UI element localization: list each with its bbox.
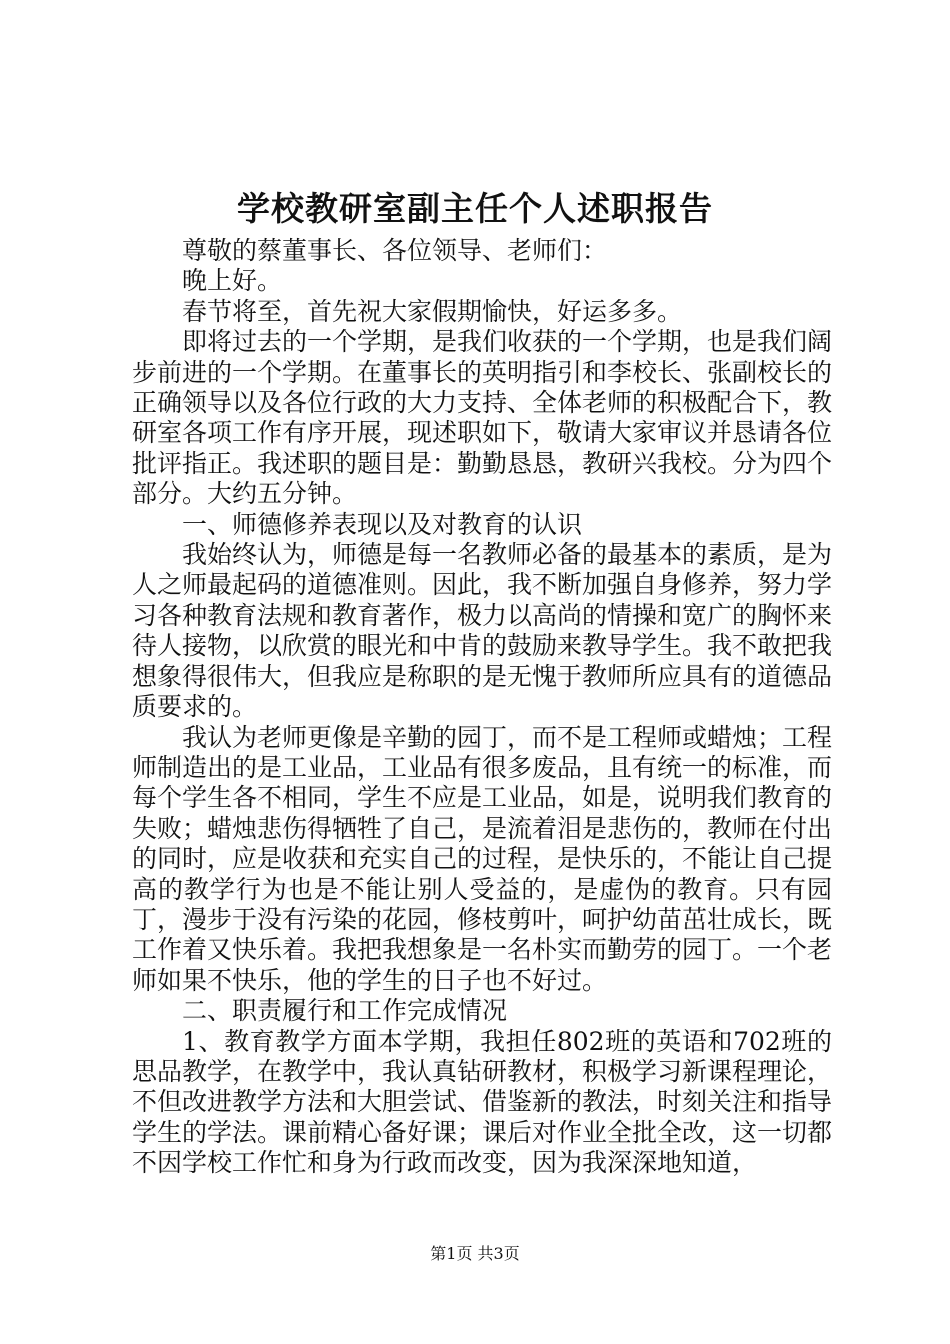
section-heading-1: 一、师德修养表现以及对教育的认识	[182, 509, 583, 539]
paragraph-ethics: 我始终认为，师德是每一名教师必备的最基本的素质，是为人之师最起码的道德准则。因此，我不断加强自身修养，努力学习各种教育法规和教育著作，极力以高尚的情操和宽广的胸怀来待人接物，以欣赏的眼光和中肯的鼓励来教导学生。我不敢把我想象得很伟大，但我应是称职的是无愧于教师所应具有的道德品质要求的。	[132, 540, 833, 722]
page-number-footer: 第1页 共3页	[430, 1244, 520, 1263]
paragraph-salutation: 尊敬的蔡董事长、各位领导、老师们：	[182, 236, 608, 265]
paragraph-gardener: 我认为老师更像是辛勤的园丁，而不是工程师或蜡烛；工程师制造出的是工业品，工业品有很多废品，且有统一的标准，而每个学生各不相同，学生不应是工业品，如是，说明我们教育的失败；蜡烛悲伤得牺牲了自己，是流着泪是悲伤的，教师在付出的同时，应是收获和充实自己的过程，是快乐的，不能让自己提高的教学行为也是不能让别人受益的，是虚伪的教育。只有园丁，漫步于没有污染的花园，修枝剪叶，呵护幼苗茁壮成长，既工作着又快乐着。我把我想象是一名朴实而勤劳的园丁。一个老师如果不快乐，他的学生的日子也不好过。	[132, 722, 833, 995]
paragraph-intro: 即将过去的一个学期，是我们收获的一个学期，也是我们阔步前进的一个学期。在董事长的英明指引和李校长、张副校长的正确领导以及各位行政的大力支持、全体老师的积极配合下，教研室各项工作有序开展，现述职如下，敬请大家审议并恳请各位批评指正。我述职的题目是：勤勤恳恳，教研兴我校。分为四个部分。大约五分钟。	[132, 327, 833, 509]
document-body	[132, 236, 832, 1179]
paragraph-greeting: 晚上好。	[182, 266, 283, 296]
paragraph-wishes: 春节将至，首先祝大家假期愉快，好运多多。	[182, 296, 683, 326]
section-heading-2: 二、职责履行和工作完成情况	[182, 996, 508, 1026]
paragraph-teaching: 1、教育教学方面本学期，我担任802班的英语和702班的思品教学，在教学中，我认真钻研教材，积极学习新课程理论，不但改进教学方法和大胆尝试、借鉴新的教法，时刻关注和指导学生的学法。课前精心备好课；课后对作业全批全改，这一切都不因学校工作忙和身为行政而改变，因为我深深地知道，	[132, 1026, 833, 1178]
document-title: 学校教研室副主任个人述职报告	[237, 189, 713, 228]
